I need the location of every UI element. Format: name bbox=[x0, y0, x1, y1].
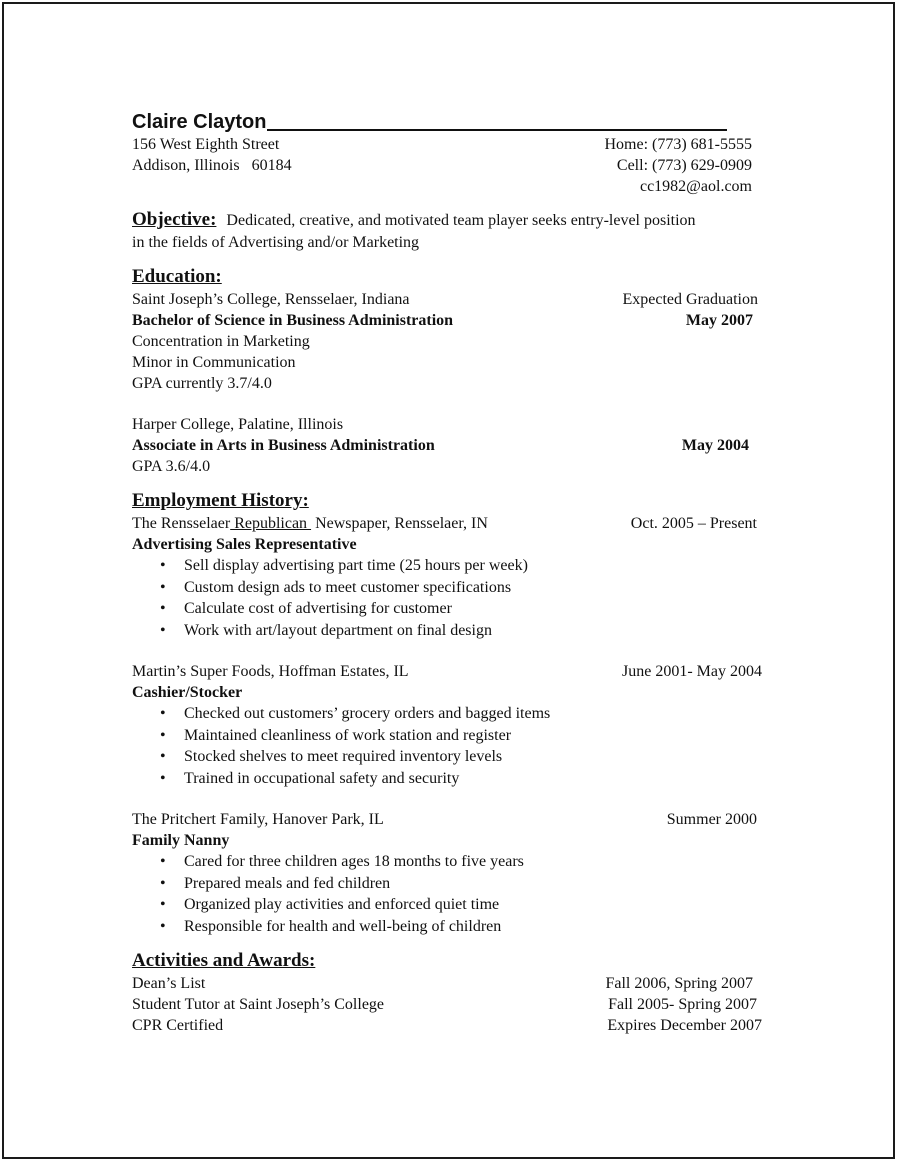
objective-text-line1: Dedicated, creative, and motivated team player seeks entry-level position bbox=[226, 212, 696, 229]
list-item: • Organized play activities and enforced quiet time bbox=[184, 894, 762, 916]
resume-document bbox=[132, 108, 762, 1036]
name-line bbox=[132, 108, 762, 134]
job1-employer: The Rensselaer Republican Newspaper, Rensselaer, IN bbox=[132, 515, 488, 532]
activities-section bbox=[132, 949, 762, 1036]
education-heading: Education: bbox=[132, 266, 222, 287]
list-item: • Trained in occupational safety and security bbox=[184, 768, 762, 790]
activity-date: Fall 2005- Spring 2007 bbox=[608, 996, 757, 1013]
name-underline-rule bbox=[267, 129, 727, 131]
school2-gpa: GPA 3.6/4.0 bbox=[132, 458, 211, 475]
list-item: • Prepared meals and fed children bbox=[184, 873, 762, 895]
activities-heading: Activities and Awards: bbox=[132, 950, 316, 971]
activity-date: Expires December 2007 bbox=[607, 1017, 762, 1034]
home-phone: Home: (773) 681-5555 bbox=[604, 136, 752, 153]
activity-row bbox=[132, 1015, 762, 1036]
education-section bbox=[132, 265, 762, 477]
job1-paper-name: Republican bbox=[230, 515, 312, 532]
list-item: • Stocked shelves to meet required inventory levels bbox=[184, 746, 762, 768]
job1-row bbox=[132, 513, 757, 534]
objective-text-line2: in the fields of Advertising and/or Marketing bbox=[132, 234, 420, 251]
list-item: • Checked out customers’ grocery orders and bagged items bbox=[184, 703, 762, 725]
objective-section bbox=[132, 208, 762, 253]
activity-name: CPR Certified bbox=[132, 1017, 224, 1034]
list-item: • Sell display advertising part time (25 hours per week) bbox=[184, 555, 762, 577]
list-item: • Responsible for health and well-being of children bbox=[184, 916, 762, 938]
school1-row bbox=[132, 289, 762, 310]
activity-row bbox=[132, 994, 757, 1015]
school1-degree-row bbox=[132, 310, 753, 331]
school1-gpa: GPA currently 3.7/4.0 bbox=[132, 375, 272, 392]
list-item: • Maintained cleanliness of work station and register bbox=[184, 725, 762, 747]
job2-duties bbox=[132, 703, 762, 789]
school1-date: May 2007 bbox=[685, 312, 753, 329]
school1-degree: Bachelor of Science in Business Administration bbox=[132, 312, 454, 329]
job1-title: Advertising Sales Representative bbox=[132, 536, 357, 553]
activity-date: Fall 2006, Spring 2007 bbox=[605, 975, 753, 992]
school2-date: May 2004 bbox=[681, 437, 749, 454]
job1-dates: Oct. 2005 – Present bbox=[630, 515, 757, 532]
school1-minor: Minor in Communication bbox=[132, 354, 296, 371]
job3-duties bbox=[132, 851, 762, 937]
school2-name: Harper College, Palatine, Illinois bbox=[132, 416, 344, 433]
school2-degree-row bbox=[132, 435, 749, 456]
job2-title: Cashier/Stocker bbox=[132, 684, 243, 701]
candidate-name: Claire Clayton bbox=[132, 111, 267, 133]
city-address: Addison, Illinois 60184 bbox=[132, 157, 292, 174]
list-item: • Custom design ads to meet customer specifications bbox=[184, 577, 762, 599]
job2-dates: June 2001- May 2004 bbox=[622, 663, 762, 680]
employment-heading: Employment History: bbox=[132, 490, 309, 511]
list-item: • Work with art/layout department on final design bbox=[184, 620, 762, 642]
contact-row-1 bbox=[132, 134, 752, 155]
list-item: • Cared for three children ages 18 months to five years bbox=[184, 851, 762, 873]
job3-employer: The Pritchert Family, Hanover Park, IL bbox=[132, 811, 384, 828]
cell-phone: Cell: (773) 629-0909 bbox=[616, 157, 752, 174]
activity-name: Student Tutor at Saint Joseph’s College bbox=[132, 996, 385, 1013]
job1-duties bbox=[132, 555, 762, 641]
job3-dates: Summer 2000 bbox=[666, 811, 757, 828]
objective-heading: Objective: bbox=[132, 209, 217, 230]
activity-name: Dean’s List bbox=[132, 975, 206, 992]
job3-title: Family Nanny bbox=[132, 832, 230, 849]
list-item: • Calculate cost of advertising for customer bbox=[184, 598, 762, 620]
contact-row-2 bbox=[132, 155, 752, 176]
job2-row bbox=[132, 661, 762, 682]
street-address: 156 West Eighth Street bbox=[132, 136, 280, 153]
employment-section bbox=[132, 489, 762, 937]
school1-concentration: Concentration in Marketing bbox=[132, 333, 310, 350]
job2-employer: Martin’s Super Foods, Hoffman Estates, IL bbox=[132, 663, 409, 680]
school2-degree: Associate in Arts in Business Administration bbox=[132, 437, 435, 454]
job3-row bbox=[132, 809, 757, 830]
school1-date-label: Expected Graduation bbox=[622, 291, 758, 308]
activity-row bbox=[132, 973, 753, 994]
email: cc1982@aol.com bbox=[639, 178, 752, 195]
school1-name: Saint Joseph’s College, Rensselaer, Indiana bbox=[132, 291, 410, 308]
